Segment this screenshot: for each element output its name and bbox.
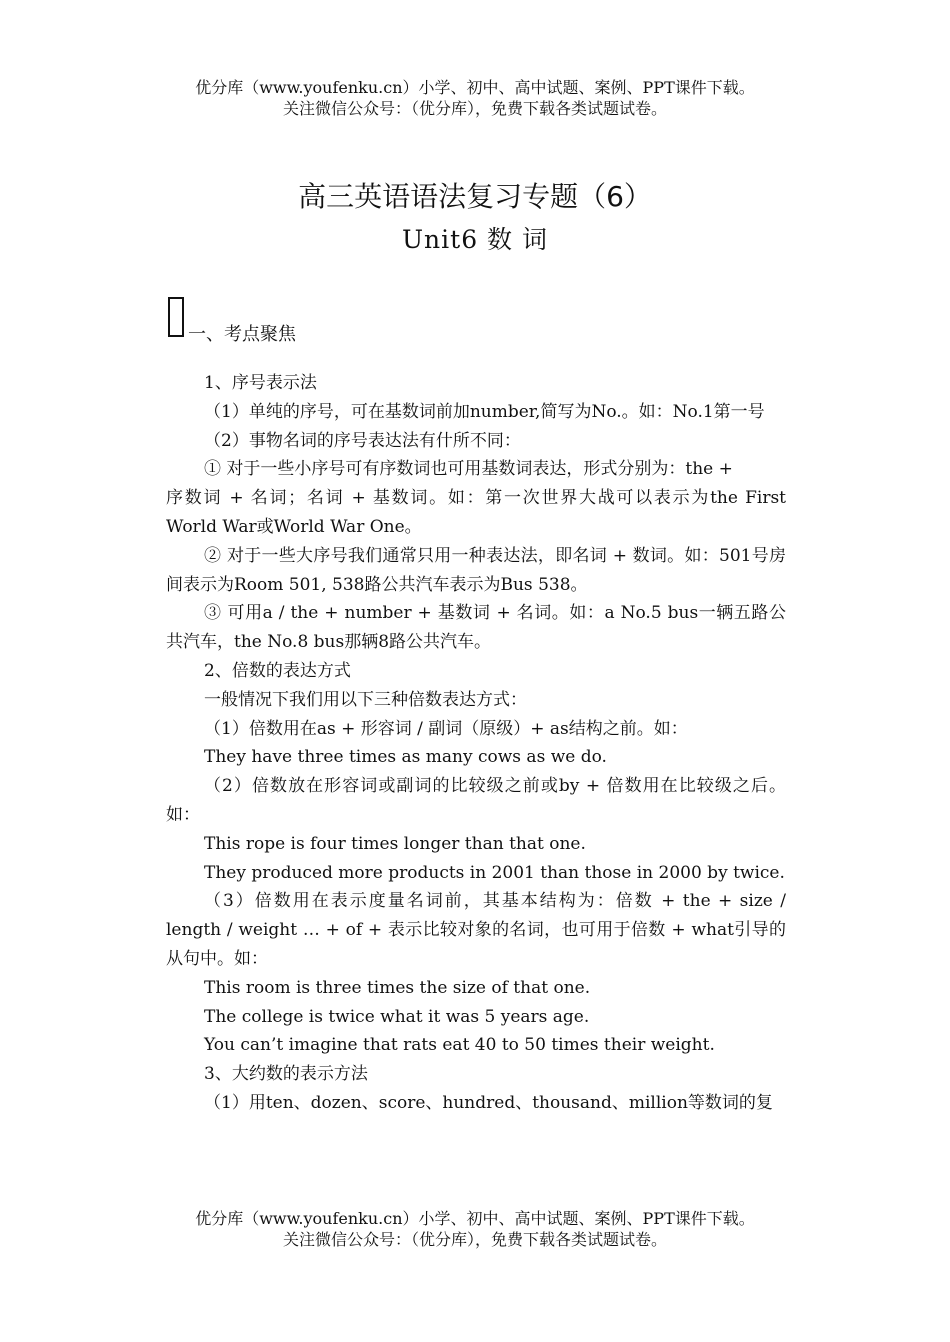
paragraph: （1）倍数用在as + 形容词 / 副词（原级）+ as结构之前。如：	[204, 718, 688, 739]
example-sentence: The college is twice what it was 5 years age.	[204, 1006, 590, 1027]
subsection-heading: 3、大约数的表示方法	[204, 1064, 368, 1085]
header-line-1: 优分库（www.youfenku.cn）小学、初中、高中试题、案例、PPT课件下载。	[195, 78, 755, 97]
header-line-2: 关注微信公众号：（优分库），免费下载各类试题试卷。	[282, 99, 667, 118]
example-sentence: This rope is four times longer than that one.	[204, 833, 586, 854]
section-heading: 一、考点聚焦	[188, 324, 296, 345]
missing-glyph-box-icon	[168, 297, 184, 337]
paragraph-text: ① 对于一些小序号可有序数词也可用基数词表达，形式分别为：the +	[204, 459, 733, 480]
example-sentence: They have three times as many cows as we do.	[204, 747, 607, 768]
paragraph: 一般情况下我们用以下三种倍数表达方式：	[204, 689, 527, 710]
subsection-heading: 2、倍数的表达方式	[204, 660, 351, 681]
page-header	[0, 77, 950, 119]
paragraph: （1）单纯的序号，可在基数词前加number,简写为No.。如：No.1第一号	[204, 401, 765, 422]
example-sentence: This room is three times the size of that one.	[204, 977, 591, 998]
paragraph: （2）事物名词的序号表达法有什所不同：	[204, 430, 521, 451]
paragraph: ③ 可用a / the + number + 基数词 + 名词。如：a No.5 bus一辆五路公共汽车，the No.8 bus那辆8路公共汽车。	[166, 603, 786, 653]
paragraph: （1）用ten、dozen、score、hundred、thousand、million等数词的复	[204, 1092, 773, 1113]
page-footer	[0, 1208, 950, 1250]
footer-line-2: 关注微信公众号：（优分库），免费下载各类试题试卷。	[282, 1230, 667, 1249]
paragraph: ② 对于一些大序号我们通常只用一种表达法，即名词 + 数词。如：501号房间表示为Room 501, 538路公共汽车表示为Bus 538。	[166, 545, 786, 595]
paragraph: 序数词 + 名词；名词 + 基数词。如：第一次世界大战可以表示为the First World War或World War One。	[166, 488, 786, 537]
document-subtitle: Unit6 数 词	[401, 225, 548, 254]
paragraph: （2）倍数放在形容词或副词的比较级之前或by + 倍数用在比较级之后。如：	[166, 776, 786, 825]
paragraph: （3）倍数用在表示度量名词前，其基本结构为：倍数 + the + size / length / weight … + of + 表示比较对象的名词，也可用于倍数 + what引导的从句中。如：	[166, 891, 786, 969]
document-title: 高三英语语法复习专题（6）	[298, 180, 652, 213]
document-body	[166, 369, 786, 1118]
example-sentence: They produced more products in 2001 than those in 2000 by twice.	[204, 862, 785, 883]
paragraph	[166, 455, 786, 484]
example-sentence: You can’t imagine that rats eat 40 to 50 times their weight.	[204, 1035, 715, 1056]
footer-line-1: 优分库（www.youfenku.cn）小学、初中、高中试题、案例、PPT课件下载。	[195, 1209, 755, 1228]
subsection-heading: 1、序号表示法	[204, 373, 317, 393]
